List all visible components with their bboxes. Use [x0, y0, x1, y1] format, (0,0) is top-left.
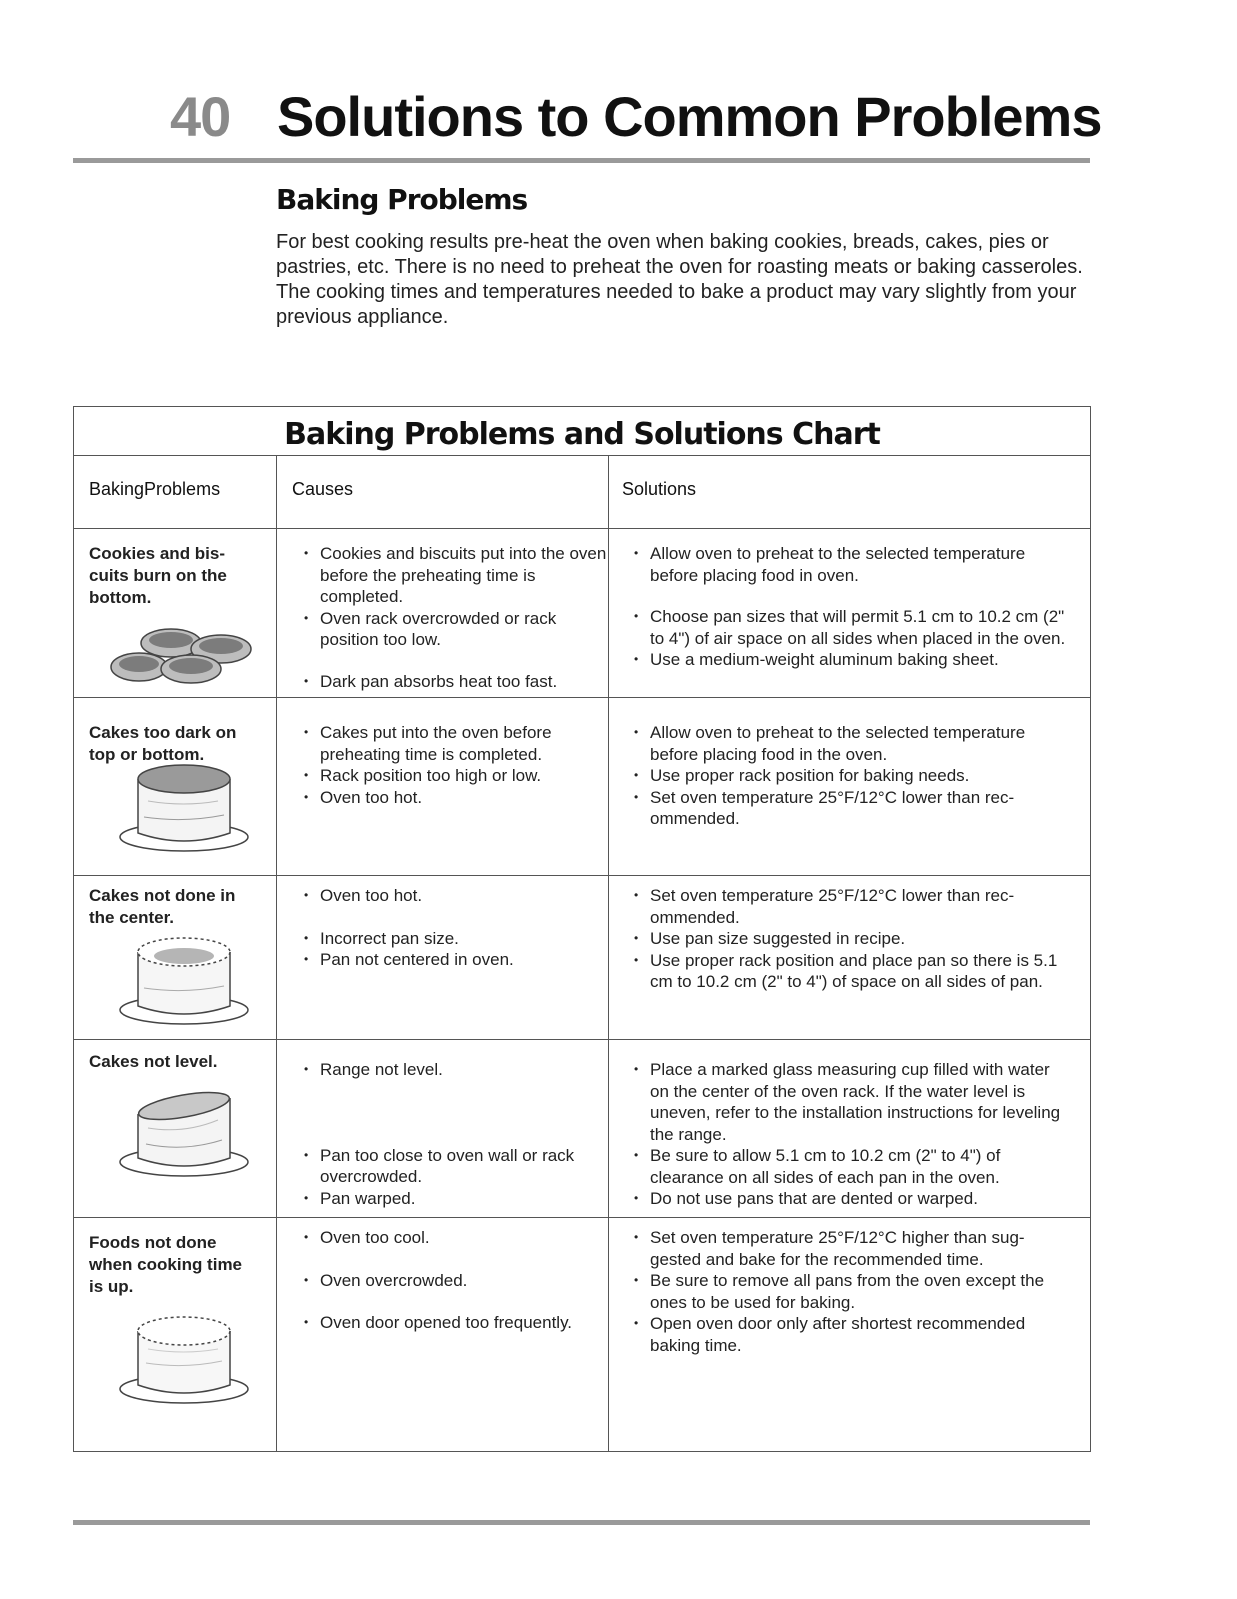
intro-paragraph: For best cooking results pre-heat the oven when baking cookies, breads, cakes, pies or pastries, etc. There is no need to preheat the oven for roasting meats or baking casseroles. The cooking times and temperatures needed to bake a product may vary slightly from your previous appliance.	[276, 231, 1083, 328]
problem-label: Foods not done when cooking time is up.	[89, 1233, 243, 1296]
top-rule	[73, 158, 1090, 163]
cause-item: • Dark pan absorbs heat too fast.	[292, 671, 612, 693]
solution-item: • Set oven temperature 25°F/12°C lower than rec-ommended.	[622, 787, 1072, 830]
title-divider	[74, 455, 1090, 456]
problem-label: Cookies and bis- cuits burn on the bottom.	[89, 544, 227, 607]
causes-list	[292, 885, 612, 971]
section-heading: Baking Problems	[276, 183, 528, 216]
causes-list	[292, 543, 612, 692]
solutions-list	[622, 722, 1072, 830]
cause-item: • Pan not centered in oven.	[292, 949, 612, 971]
cause-item: • Oven too hot.	[292, 787, 612, 809]
solution-item: • Allow oven to preheat to the selected temperature before placing food in the oven.	[622, 722, 1072, 765]
solution-item: • Set oven temperature 25°F/12°C higher than sug-gested and bake for the recommended time.	[622, 1227, 1072, 1270]
cause-item: • Oven too hot.	[292, 885, 612, 907]
table-row	[74, 875, 1090, 1039]
dark-cake-icon	[114, 757, 254, 857]
header-solutions: Solutions	[622, 479, 697, 499]
problem-label: Cakes not level.	[89, 1052, 218, 1071]
chart-title: Baking Problems and Solutions Chart	[284, 417, 880, 452]
solutions-list	[622, 543, 1072, 671]
cause-item: • Oven door opened too frequently.	[292, 1312, 612, 1334]
cause-item: • Cookies and biscuits put into the oven before the preheating time is completed.	[292, 543, 612, 608]
sunken-cake-icon	[114, 930, 254, 1030]
bottom-rule	[73, 1520, 1090, 1525]
page-title: Solutions to Common Problems	[277, 85, 1102, 148]
header-causes: Causes	[292, 479, 354, 499]
cause-item: • Pan warped.	[292, 1188, 612, 1210]
solution-item: • Do not use pans that are dented or warped.	[622, 1188, 1072, 1210]
solutions-list	[622, 1227, 1072, 1356]
problems-solutions-chart	[73, 406, 1091, 1452]
cause-item: • Range not level.	[292, 1059, 612, 1081]
cause-item: • Rack position too high or low.	[292, 765, 612, 787]
causes-list	[292, 722, 612, 808]
cause-item: • Oven overcrowded.	[292, 1270, 612, 1292]
table-row	[74, 697, 1090, 875]
solution-item: • Set oven temperature 25°F/12°C lower than rec-ommended.	[622, 885, 1072, 928]
solution-item: • Choose pan sizes that will permit 5.1 cm to 10.2 cm (2" to 4") of air space on all sides when placed in the oven.	[622, 606, 1072, 649]
cookies-icon	[109, 613, 259, 691]
solution-item: • Be sure to allow 5.1 cm to 10.2 cm (2" to 4") of clearance on all sides of each pan in the oven.	[622, 1145, 1072, 1188]
cause-item: • Incorrect pan size.	[292, 928, 612, 950]
solution-item: • Allow oven to preheat to the selected temperature before placing food in oven.	[622, 543, 1072, 586]
problem-label: Cakes too dark on top or bottom.	[89, 723, 237, 764]
solution-item: • Use proper rack position and place pan so there is 5.1 cm to 10.2 cm (2" to 4") of space on all sides of pan.	[622, 950, 1072, 993]
solutions-list	[622, 885, 1072, 993]
solutions-list	[622, 1059, 1072, 1210]
problem-label: Cakes not done in the center.	[89, 886, 236, 927]
solution-item: • Open oven door only after shortest recommended baking time.	[622, 1313, 1072, 1356]
tilted-cake-icon	[114, 1084, 254, 1184]
underdone-cake-icon	[114, 1309, 254, 1409]
cause-item: • Oven too cool.	[292, 1227, 612, 1249]
cause-item: • Oven rack overcrowded or rack position too low.	[292, 608, 612, 651]
solution-item: • Place a marked glass measuring cup filled with water on the center of the oven rack. If the water level is uneven, refer to the installation instructions for leveling the range.	[622, 1059, 1072, 1145]
table-row	[74, 1039, 1090, 1217]
header-problems: BakingProblems	[89, 479, 221, 499]
causes-list	[292, 1227, 612, 1334]
page-number: 40	[170, 85, 231, 148]
solution-item: • Use pan size suggested in recipe.	[622, 928, 1072, 950]
table-row	[74, 528, 1090, 697]
solution-item: • Use proper rack position for baking needs.	[622, 765, 1072, 787]
causes-list	[292, 1059, 612, 1209]
solution-item: • Use a medium-weight aluminum baking sheet.	[622, 649, 1072, 671]
solution-item: • Be sure to remove all pans from the oven except the ones to be used for baking.	[622, 1270, 1072, 1313]
table-row	[74, 1217, 1090, 1452]
cause-item: • Cakes put into the oven before preheating time is completed.	[292, 722, 612, 765]
cause-item: • Pan too close to oven wall or rack overcrowded.	[292, 1145, 612, 1188]
